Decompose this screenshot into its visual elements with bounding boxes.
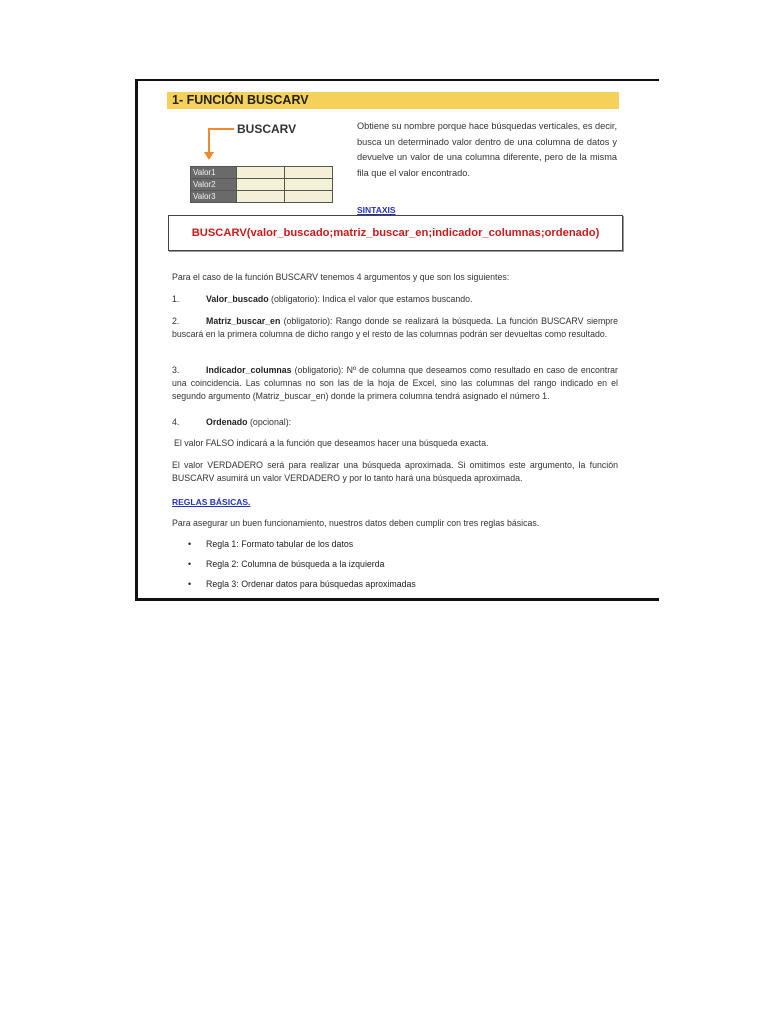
argument-item [172,416,618,429]
argument-text: Nº de columna que deseamos como resultado en caso de encontrar una coincidencia. Las columnas no son las de la hoja de Excel, sino las columnas del rango indicado en el segundo argumento (Matriz_buscar_en) donde la primera columna tendrá asignado el número 1. [172,365,618,401]
syntax-formula-box [168,215,623,251]
table-cell [285,191,333,203]
verdadero-paragraph: El valor VERDADERO será para realizar una búsqueda aproximada. Si omitimos este argumento, la función BUSCARV asumirá un valor VERDADERO y por lo tanto hará una búsqueda aproximada. [172,460,618,483]
arrow-line-vertical [208,128,210,154]
argument-item [172,293,618,306]
table-row [191,179,333,191]
argument-item [172,364,618,403]
argument-name: Ordenado [206,417,248,427]
argument-text: Rango donde se realizará la búsqueda. La función BUSCARV siempre buscará en la primera columna de dicho rango y el resto de las columnas podrán ser devueltas como resultado. [172,316,618,339]
argument-number: 2. [172,316,180,326]
rule-text: Regla 2: Columna de búsqueda a la izquierda [206,559,385,569]
bullet-icon: • [188,539,192,549]
table-row [191,191,333,203]
rule-text: Regla 1: Formato tabular de los datos [206,539,354,549]
argument-name: Matriz_buscar_en [206,316,281,326]
example-table [190,166,333,203]
table-cell [237,179,285,191]
argument-number: 3. [172,365,180,375]
table-cell [237,191,285,203]
argument-qualifier: (obligatorio): [280,316,336,326]
rule-text: Regla 3: Ordenar datos para búsquedas aproximadas [206,579,416,589]
argument-qualifier: (obligatorio): [291,365,347,375]
row-label: Valor2 [191,179,237,191]
table-row [191,167,333,179]
table-cell [237,167,285,179]
diagram-label: BUSCARV [237,122,297,136]
section-title: 1- FUNCIÓN BUSCARV [167,92,619,109]
arrow-line-horizontal [209,128,234,130]
rule-item [188,539,353,549]
rules-heading: REGLAS BÁSICAS. [172,497,251,507]
table-cell [285,179,333,191]
argument-name: Indicador_columnas [206,365,292,375]
argument-name: Valor_buscado [206,294,269,304]
argument-item [172,315,618,341]
argument-number: 4. [172,417,180,427]
syntax-formula: BUSCARV(valor_buscado;matriz_buscar_en;indicador_columnas;ordenado) [191,227,600,239]
argument-qualifier: (opcional): [247,417,292,427]
arguments-intro: Para el caso de la función BUSCARV tenemos 4 argumentos y que son los siguientes: [172,272,510,282]
bullet-icon: • [188,559,192,569]
syntax-heading: SINTAXIS [357,205,396,215]
rules-intro: Para asegurar un buen funcionamiento, nuestros datos deben cumplir con tres reglas básicas. [172,518,540,528]
rule-item [188,559,385,569]
argument-number: 1. [172,294,180,304]
function-description: Obtiene su nombre porque hace búsquedas verticales, es decir, busca un determinado valor dentro de una columna de datos y devuelve un valor de una columna diferente, pero de la misma fila que el valor encontrado. [357,121,617,178]
argument-qualifier: (obligatorio): [268,294,323,304]
argument-text: Indica el valor que estamos buscando. [322,294,473,304]
falso-paragraph: El valor FALSO indicará a la función que deseamos hacer una búsqueda exacta. [174,438,489,448]
bullet-icon: • [188,579,192,589]
row-label: Valor3 [191,191,237,203]
rule-item [188,579,416,589]
arrow-down-icon [204,152,214,160]
row-label: Valor1 [191,167,237,179]
table-cell [285,167,333,179]
rules-heading-row [172,496,618,509]
